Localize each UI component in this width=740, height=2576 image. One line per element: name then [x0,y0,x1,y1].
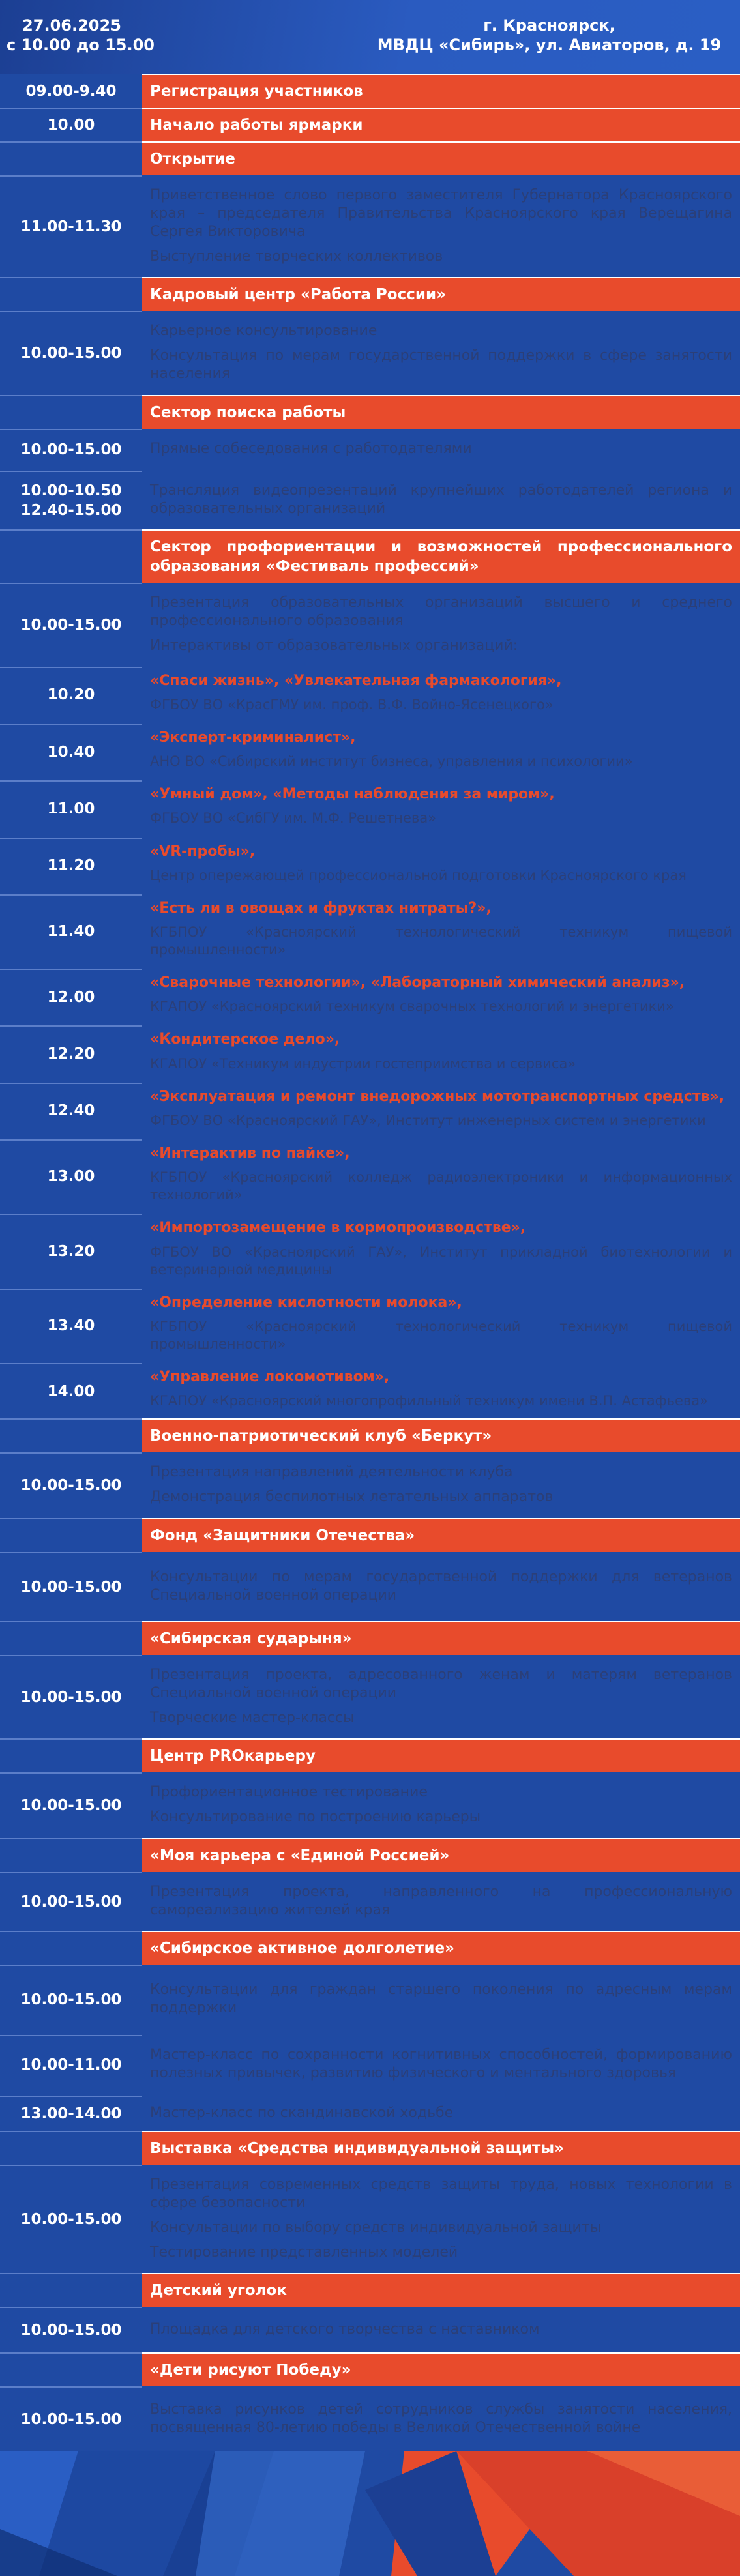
slot-time: 10.00-15.00 [0,311,142,394]
slot-time: 10.20 [0,667,142,722]
slot-time: 10.00-15.00 [0,2165,142,2273]
section-title: «Сибирская сударыня» [142,1621,740,1655]
slot-time: 14.00 [0,1363,142,1418]
list-item: Приветственное слово первого заместителя Губернатора Красноярского края – председателя Правительства Красноярского края Верещагина Сергея Викторовича [150,187,732,241]
slot-time: 13.00-14.00 [0,2096,142,2131]
slot-time: 13.40 [0,1289,142,1362]
slot-time: 10.00-15.00 [0,1772,142,1837]
guidance-slot [47,1212,740,1287]
section-title: «Сибирское активное долголетие» [142,1931,740,1965]
section-registration [0,74,740,108]
guidance-slot [47,1081,740,1138]
section-title: Кадровый центр «Работа России» [142,277,740,311]
list-item: Консультация по мерам государственной поддержки в сфере занятости населения [150,347,732,383]
guidance-slot [47,779,740,836]
decorative-footer [0,2451,740,2576]
list-item: Презентация направлений деятельности клуба [150,1464,513,1481]
section-title: Сектор профориентации и возможностей профессионального образования «Фестиваль профессий» [142,529,740,583]
section-title: Сектор поиска работы [142,395,740,429]
slot-time: 10.00-15.00 [0,429,142,469]
list-item: Выставка рисунков детей сотрудников службы занятости населения, посвященная 80-летию победы в Великой Отечественной войне [150,2401,732,2436]
section-berkut [0,1418,740,1517]
organization-name: ФГБОУ ВО «Красноярский ГАУ», Институт прикладной биотехнологии и ветеринарной медицины [150,1244,732,1278]
slot-time: 11.20 [0,838,142,893]
organization-name: КГБПОУ «Красноярский колледж радиоэлектроники и информационных технологий» [150,1169,732,1203]
section-career-guidance [0,529,740,1418]
slot-time: 10.00-15.00 [0,1655,142,1738]
interactive-title: «Эксплуатация и ремонт внедорожных мототранспортных средств», [150,1088,725,1105]
section-fair-start [0,108,740,141]
list-item: Мастер-класс по скандинавской ходьбе [150,2104,454,2121]
section-title: Фонд «Защитники Отечества» [142,1518,740,1552]
guidance-slot [47,967,740,1024]
slot-time: 11.00-11.30 [0,175,142,277]
slot-time: 11.40 [0,894,142,967]
section-title: «Дети рисуют Победу» [142,2352,740,2386]
guidance-slot [47,667,740,722]
footer-pattern-icon [0,2451,740,2576]
section-defenders [0,1518,740,1621]
list-item: Презентация современных средств защиты труда, новых технологии в сфере безопасности [150,2176,732,2211]
organization-name: КГАПОУ «Техникум индустрии гостеприимства и сервиса» [150,1055,576,1072]
guidance-slot [47,1138,740,1212]
date-block [7,16,155,55]
organization-name: АНО ВО «Сибирский институт бизнеса, управления и психологии» [150,754,633,770]
list-item: Презентация проекта, адресованного женам и матерям ветеранов Специальной военной операции [150,1667,732,1702]
section-title: Начало работы ярмарки [142,108,740,141]
organization-name: ФГБОУ ВО «СибГУ им. М.Ф. Решетнева» [150,810,437,827]
interactive-title: «Эксперт-криминалист», [150,729,356,746]
slot-time [0,471,142,529]
interactive-title: «Кондитерское дело», [150,1031,340,1048]
list-item: Интерактивы от образовательных организаций: [150,637,518,654]
list-item: Презентация образовательных организаций высшего и среднего профессионального образования [150,594,732,630]
interactive-title: «Интерактив по пайке», [150,1145,350,1162]
section-title: Детский уголок [142,2273,740,2307]
event-venue: МВДЦ «Сибирь», ул. Авиаторов, д. 19 [377,36,722,54]
slot-time: 10.00-15.00 [0,1965,142,2034]
guidance-slot [47,1024,740,1081]
slot-time: 10.00-15.00 [0,1872,142,1931]
list-item: Демонстрация беспилотных летательных аппаратов [150,1489,554,1506]
slot-time: 09.00-9.40 [25,83,117,100]
section-opening [0,141,740,277]
list-item: Карьерное консультирование [150,323,377,340]
section-united-russia [0,1838,740,1931]
schedule-table [0,74,740,2451]
organization-name: ФГБОУ ВО «КрасГМУ им. проф. В.Ф. Войно-Ясенецкого» [150,696,554,712]
interactive-title: «Управление локомотивом», [150,1369,390,1385]
interactive-title: «Умный дом», «Методы наблюдения за миром», [150,786,555,803]
section-pro-career [0,1738,740,1837]
section-kids-corner [0,2273,740,2352]
section-title: Военно-патриотический клуб «Беркут» [142,1418,740,1452]
section-kids-draw [0,2352,740,2450]
section-title: «Моя карьера с «Единой Россией» [142,1838,740,1872]
slot-time-second: 12.40-15.00 [20,502,122,520]
list-item: Площадка для детского творчества с наставником [150,2321,540,2338]
interactive-title: «Спаси жизнь», «Увлекательная фармакология», [150,672,562,689]
slot-time: 12.40 [0,1083,142,1138]
section-title: Выставка «Средства индивидуальной защиты» [142,2131,740,2165]
section-hr-center [0,277,740,394]
list-item: Мастер-класс по сохранности когнитивных способностей, формированию полезных привычек, развитию физического и ментального здоровья [150,2047,732,2082]
list-item: Консультации для граждан старшего поколения по адресным мерам поддержки [150,1982,732,2017]
interactive-title: «Определение кислотности молока», [150,1294,462,1311]
slot-time: 10.00-11.00 [0,2035,142,2094]
slot-time: 13.00 [0,1139,142,1212]
guidance-slot [47,1287,740,1362]
slot-time: 10.00-15.00 [0,2307,142,2352]
slot-time: 10.00 [0,108,142,141]
slot-time: 10.00-15.00 [0,583,142,666]
interactive-title: «Импортозамещение в кормопроизводстве», [150,1220,526,1237]
organization-name: КГБПОУ «Красноярский технологический техникум пищевой промышленности» [150,1318,732,1352]
interactive-title: «Есть ли в овощах и фруктах нитраты?», [150,900,492,916]
list-item: Тестирование представленных моделей [150,2244,458,2261]
slot-time: 11.00 [0,780,142,836]
slot-time: 12.00 [0,969,142,1024]
slot-time: 12.20 [0,1025,142,1081]
list-item: Консультации по выбору средств индивидуальной защиты [150,2219,602,2236]
list-item: Презентация проекта, направленного на профессиональную самореализацию жителей края [150,1883,732,1918]
slot-time: 10.00-15.00 [0,1552,142,1621]
list-item: Творческие мастер-классы [150,1710,355,1727]
guidance-slot [47,722,740,779]
organization-name: КГАПОУ «Красноярский многопрофильный техникум имени В.П. Астафьева» [150,1393,708,1409]
section-title: Регистрация участников [142,75,740,108]
interactive-title: «Сварочные технологии», «Лабораторный химический анализ», [150,974,685,991]
header [0,0,740,74]
guidance-slot [47,836,740,893]
list-item: Профориентационное тестирование [150,1784,428,1801]
organization-name: КГАПОУ «Красноярский техникум сварочных технологий и энергетики» [150,999,674,1015]
organization-name: КГБПОУ «Красноярский технологический техникум пищевой промышленности» [150,924,732,958]
list-item: Выступление творческих коллективов [150,248,443,265]
guidance-slot [47,1362,740,1418]
slot-time: 13.20 [0,1214,142,1287]
slot-time-start: 10.00-10.50 [20,482,122,500]
section-job-search [0,395,740,530]
list-item: Консультации по мерам государственной поддержки для ветеранов Специальной военной операции [150,1568,732,1603]
event-hours: с 10.00 до 15.00 [7,36,155,54]
event-city: г. Красноярск, [483,16,615,35]
slot-time: 10.00-15.00 [0,2386,142,2450]
list-item: Консультирование по построению карьеры [150,1809,481,1826]
organization-name: ФГБОУ ВО «Красноярский ГАУ», Институт инженерных систем и энергетики [150,1112,706,1128]
section-title: Открытие [142,141,740,175]
interactive-title: «VR-пробы», [150,843,256,860]
section-title: Центр PROкарьеру [142,1738,740,1772]
section-longevity [0,1931,740,2131]
list-item: Трансляция видеопрезентаций крупнейших работодателей региона и образовательных организаций [150,482,732,518]
section-sudarynya [0,1621,740,1738]
venue-block [365,16,733,55]
list-item: Прямые собеседования с работодателями [150,440,472,457]
slot-time: 10.40 [0,724,142,779]
section-ppe [0,2131,740,2273]
organization-name: Центр опережающей профессиональной подготовки Красноярского края [150,867,687,883]
guidance-slot [47,893,740,967]
event-date: 27.06.2025 [22,16,121,35]
slot-time: 10.00-15.00 [0,1452,142,1517]
